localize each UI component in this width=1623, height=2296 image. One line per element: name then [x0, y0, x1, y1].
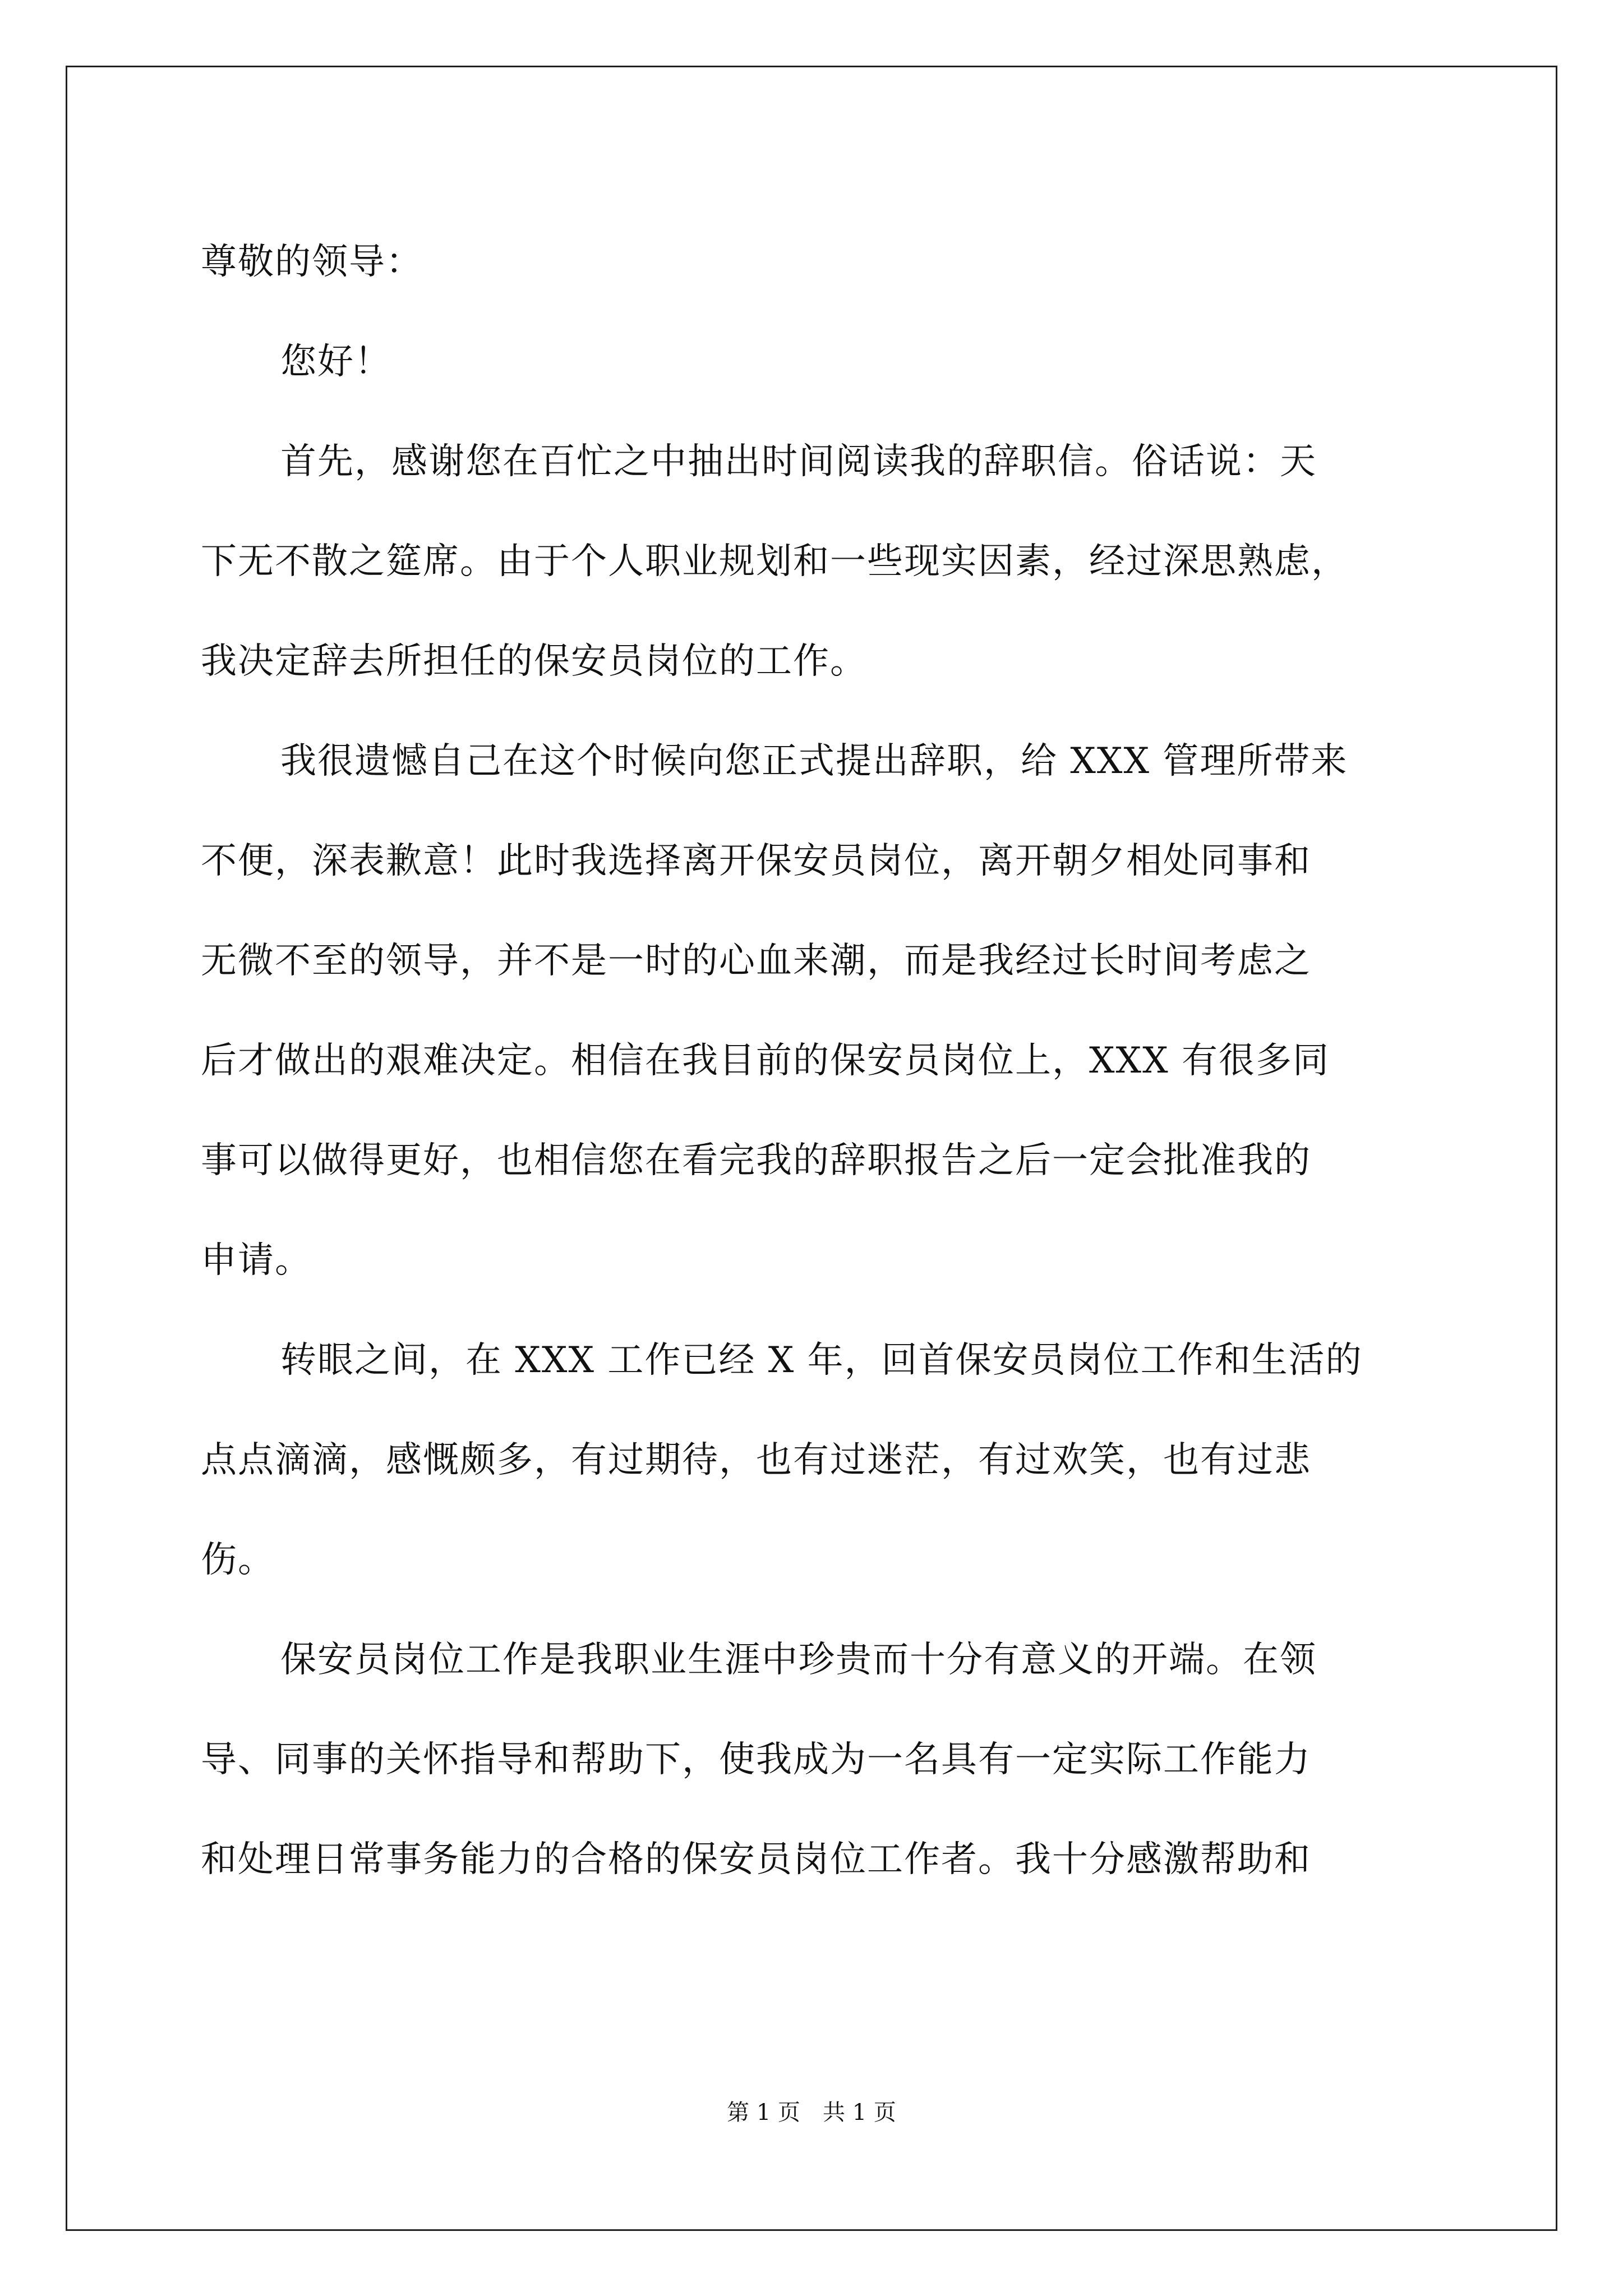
- paragraph-line: 后才做出的艰难决定。相信在我目前的保安员岗位上，XXX 有很多同: [201, 1040, 1330, 1082]
- paragraph-1: [201, 412, 1426, 711]
- paragraph-line: 转眼之间，在 XXX 工作已经 X 年，回首保安员岗位工作和生活的: [280, 1340, 1363, 1381]
- paragraph-line: 我决定辞去所担任的保安员岗位的工作。: [201, 641, 867, 682]
- paragraph-line: 不便，深表歉意！此时我选择离开保安员岗位，离开朝夕相处同事和: [201, 840, 1311, 882]
- paragraph-4: [201, 1610, 1426, 1910]
- paragraph-line: 和处理日常事务能力的合格的保安员岗位工作者。我十分感激帮助和: [201, 1839, 1311, 1880]
- paragraph-line: 下无不散之筵席。由于个人职业规划和一些现实因素，经过深思熟虑，: [201, 541, 1348, 582]
- salutation: 尊敬的领导：: [201, 241, 423, 283]
- paragraph-line: 伤。: [201, 1539, 275, 1581]
- paragraph-line: 首先，感谢您在百忙之中抽出时间阅读我的辞职信。俗话说：天: [280, 441, 1317, 482]
- paragraph-line: 无微不至的领导，并不是一时的心血来潮，而是我经过长时间考虑之: [201, 940, 1311, 982]
- letter-body: [201, 212, 1426, 1910]
- greeting: 您好！: [280, 341, 391, 383]
- paragraph-3: [201, 1310, 1426, 1610]
- paragraph-line: 事可以做得更好，也相信您在看完我的辞职报告之后一定会批准我的: [201, 1140, 1311, 1181]
- paragraph-2: [201, 711, 1426, 1310]
- page-number: 第 1 页: [727, 2100, 800, 2125]
- page-total: 共 1 页: [823, 2100, 896, 2125]
- paragraph-line: 保安员岗位工作是我职业生涯中珍贵而十分有意义的开端。在领: [280, 1639, 1317, 1681]
- paragraph-line: 我很遗憾自己在这个时候向您正式提出辞职，给 XXX 管理所带来: [280, 740, 1348, 782]
- paragraph-line: 申请。: [201, 1240, 312, 1281]
- paragraph-line: 点点滴滴，感慨颇多，有过期待，也有过迷茫，有过欢笑，也有过悲: [201, 1439, 1311, 1481]
- paragraph-line: 导、同事的关怀指导和帮助下，使我成为一名具有一定实际工作能力: [201, 1739, 1311, 1780]
- page-footer: [0, 2098, 1623, 2127]
